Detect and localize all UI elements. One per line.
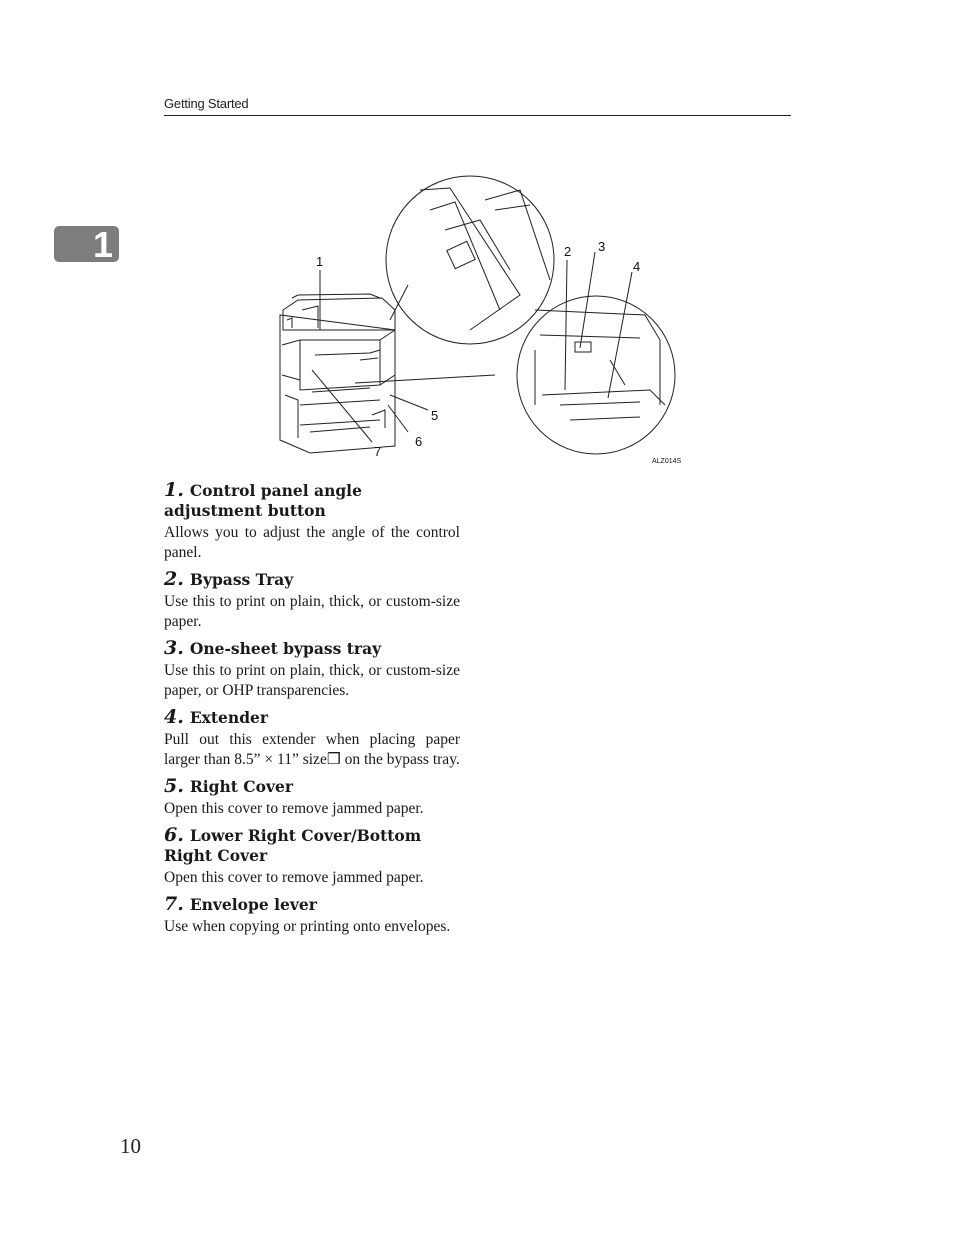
list-item xyxy=(164,776,460,819)
list-item xyxy=(164,894,460,937)
callout-7: 7 xyxy=(374,444,382,459)
item-number: 3. xyxy=(164,637,184,659)
running-header: Getting Started xyxy=(164,96,249,111)
item-number: 1. xyxy=(164,479,184,501)
component-list xyxy=(164,480,460,943)
chapter-tab xyxy=(54,224,119,265)
list-item xyxy=(164,707,460,770)
item-title: Control panel angle adjustment button xyxy=(164,481,362,520)
item-description: Use this to print on plain, thick, or custom-size paper. xyxy=(164,593,460,630)
item-number: 2. xyxy=(164,568,184,590)
item-description: Use when copying or printing onto envelopes. xyxy=(164,918,451,935)
list-item xyxy=(164,638,460,701)
chapter-number: 1 xyxy=(92,224,113,265)
list-item xyxy=(164,825,460,888)
callout-2: 2 xyxy=(564,244,572,259)
item-description: Open this cover to remove jammed paper. xyxy=(164,869,424,886)
callout-4: 4 xyxy=(633,259,641,274)
item-title: Lower Right Cover/Bottom Right Cover xyxy=(164,826,422,865)
item-description: Open this cover to remove jammed paper. xyxy=(164,800,424,817)
callout-1: 1 xyxy=(316,254,324,269)
machine-illustration xyxy=(270,170,690,470)
item-title: Right Cover xyxy=(189,777,293,796)
item-title: Extender xyxy=(189,708,269,727)
callout-6: 6 xyxy=(415,434,423,449)
figure-code: ALZ014S xyxy=(652,458,682,465)
item-title: Bypass Tray xyxy=(189,570,294,589)
item-number: 4. xyxy=(164,706,184,728)
item-description: Use this to print on plain, thick, or custom-size paper, or OHP transparencies. xyxy=(164,662,460,699)
item-title: One-sheet bypass tray xyxy=(189,639,382,658)
item-title: Envelope lever xyxy=(189,895,317,914)
list-item xyxy=(164,480,460,563)
detail-circle-control-panel xyxy=(386,176,554,344)
machine-body xyxy=(280,315,395,453)
header-rule xyxy=(164,115,791,116)
detail-circle-bypass xyxy=(517,296,675,454)
callout-5: 5 xyxy=(431,408,439,423)
item-number: 5. xyxy=(164,775,184,797)
list-item xyxy=(164,569,460,632)
item-number: 6. xyxy=(164,824,184,846)
item-number: 7. xyxy=(164,893,184,915)
item-description: Pull out this extender when placing paper larger than 8.5” × 11” size❒ on the bypass tray. xyxy=(164,731,460,768)
callout-3: 3 xyxy=(598,239,606,254)
page-number: 10 xyxy=(120,1134,141,1158)
item-description: Allows you to adjust the angle of the control panel. xyxy=(164,524,460,561)
bypass-tray-small xyxy=(315,350,380,355)
